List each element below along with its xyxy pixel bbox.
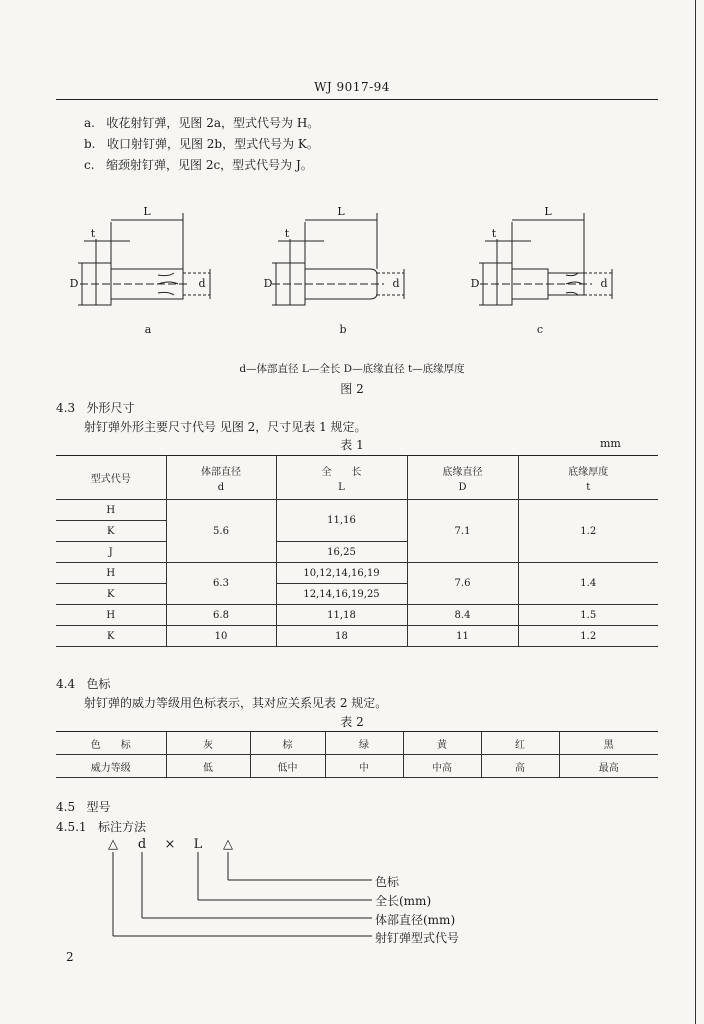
L-cell: 11,16 [276,500,407,542]
level-cell: 高 [481,755,559,778]
color-row [56,732,658,755]
D-cell: 7.1 [407,500,518,563]
L-cell: 12,14,16,19,25 [276,584,407,605]
L-cell: 11,18 [276,605,407,626]
type-item-text: 收花射钉弹，见图 2a，型式代号为 H。 [106,116,320,130]
table-1-unit: mm [600,437,621,450]
section-4-3-heading [56,399,135,416]
page-number: 2 [66,950,74,964]
header-symbol: d [217,481,225,493]
table-2-caption: 表 2 [340,715,364,729]
header-name: 底缘厚度 [568,466,609,478]
formula-color-symbol: △ [223,837,233,852]
table-2 [56,731,658,778]
section-4-5-heading [56,798,111,815]
color-cell: 黄 [403,732,481,755]
header-rule [56,99,658,100]
figure-2-legend: d—体部直径 L—全长 D—底缘直径 t—底缘厚度 [239,363,465,375]
table-row [56,605,658,626]
header-type-code [56,456,166,500]
dim-label-d-c: d [600,277,608,290]
level-cell: 中 [325,755,403,778]
type-item-c [84,156,313,173]
type-code-cell: K [56,521,166,542]
subfigure-label-a: a [144,323,152,336]
type-code-cell: H [56,500,166,521]
type-code-cell: K [56,584,166,605]
dim-label-L-c: L [544,205,552,218]
level-cell: 低中 [250,755,325,778]
marking-diagram [0,830,704,950]
table-row [56,563,658,584]
cartridge-a-drawing [78,213,210,305]
subfigure-label-c: c [536,323,544,336]
level-cell: 中高 [403,755,481,778]
marking-legend-type-code: 射钉弹型式代号 [375,931,460,945]
color-cell: 红 [481,732,559,755]
header-body-dia [166,456,276,500]
dim-label-d-a: d [198,277,206,290]
marking-legend-length: 全长(mm) [375,894,432,908]
formula-times-symbol: × [164,837,176,852]
L-cell: 10,12,14,16,19 [276,563,407,584]
L-cell: 16,25 [276,542,407,563]
section-title: 色标 [86,677,111,691]
section-number: 4.4 [56,677,76,691]
color-cell: 棕 [250,732,325,755]
table-1-header-row [56,456,658,500]
header-symbol: D [458,481,467,493]
dim-label-t-b: t [284,227,290,240]
d-cell: 6.3 [166,563,276,605]
figure-2-title: 图 2 [340,382,364,396]
D-cell: 7.6 [407,563,518,605]
type-code-cell: H [56,563,166,584]
D-cell: 8.4 [407,605,518,626]
formula-d-symbol: d [137,837,147,852]
figure-2 [0,195,704,345]
type-item-marker: a. [84,116,95,130]
formula-type-symbol: △ [108,837,118,852]
D-cell: 11 [407,626,518,647]
section-title: 型号 [86,800,111,814]
figure-2-drawing [0,195,704,345]
cartridge-b-drawing [272,213,404,305]
dim-label-d-b: d [392,277,400,290]
power-level-row [56,755,658,778]
dim-label-t-a: t [90,227,96,240]
t-cell: 1.2 [518,626,658,647]
dim-label-L-a: L [143,205,151,218]
type-item-a [84,114,319,131]
type-item-marker: b. [84,137,96,151]
type-item-b [84,135,319,152]
color-cell: 黑 [559,732,658,755]
table-row [56,500,658,521]
color-cell: 绿 [325,732,403,755]
section-4-4-text: 射钉弹的威力等级用色标表示，其对应关系见表 2 规定。 [84,696,388,710]
table-1 [56,455,658,647]
doc-header-code: WJ 9017-94 [314,80,390,94]
level-cell: 低 [166,755,250,778]
header-name: 体部直径 [201,466,241,478]
table-row [56,626,658,647]
L-cell: 18 [276,626,407,647]
dim-label-L-b: L [337,205,345,218]
header-length [276,456,407,500]
dim-label-D-c: D [470,277,480,290]
marking-legend-color: 色标 [375,875,400,889]
header-base-thickness [518,456,658,500]
section-number: 4.5 [56,800,76,814]
type-item-marker: c. [84,158,95,172]
section-title: 标注方法 [98,820,147,834]
section-number: 4.5.1 [56,820,87,834]
subfigure-label-b: b [339,323,347,336]
header-name: 底缘直径 [442,466,483,478]
type-code-cell: H [56,605,166,626]
header-base-dia [407,456,518,500]
marking-diagram-lines [0,830,704,950]
t-cell: 1.2 [518,500,658,563]
dim-label-t-c: t [491,227,497,240]
t-cell: 1.5 [518,605,658,626]
type-item-text: 收口射钉弹，见图 2b，型式代号为 K。 [106,137,319,151]
formula-L-symbol: L [193,837,203,852]
type-code-cell: K [56,626,166,647]
type-item-text: 缩颈射钉弹，见图 2c，型式代号为 J。 [106,158,313,172]
dim-label-D-b: D [263,277,273,290]
scan-edge-line [695,0,696,1024]
cartridge-c-drawing [479,213,612,305]
section-4-4-heading [56,675,111,692]
header-symbol: t [586,481,591,493]
level-cell: 最高 [559,755,658,778]
dim-label-D-a: D [69,277,79,290]
section-number: 4.3 [56,401,76,415]
table-1-caption: 表 1 [340,438,364,452]
color-cell: 灰 [166,732,250,755]
type-code-cell: J [56,542,166,563]
d-cell: 6.8 [166,605,276,626]
d-cell: 10 [166,626,276,647]
header-name: 全 长 [321,466,362,478]
section-4-3-text: 射钉弹外形主要尺寸代号 见图 2，尺寸见表 1 规定。 [84,420,367,434]
row-header-color: 色 标 [56,732,166,755]
t-cell: 1.4 [518,563,658,605]
d-cell: 5.6 [166,500,276,563]
row-header-power: 威力等级 [56,755,166,778]
marking-legend-body-dia: 体部直径(mm) [375,913,456,927]
section-title: 外形尺寸 [86,401,135,415]
header-symbol: L [338,481,345,493]
header-name: 型式代号 [90,474,131,485]
